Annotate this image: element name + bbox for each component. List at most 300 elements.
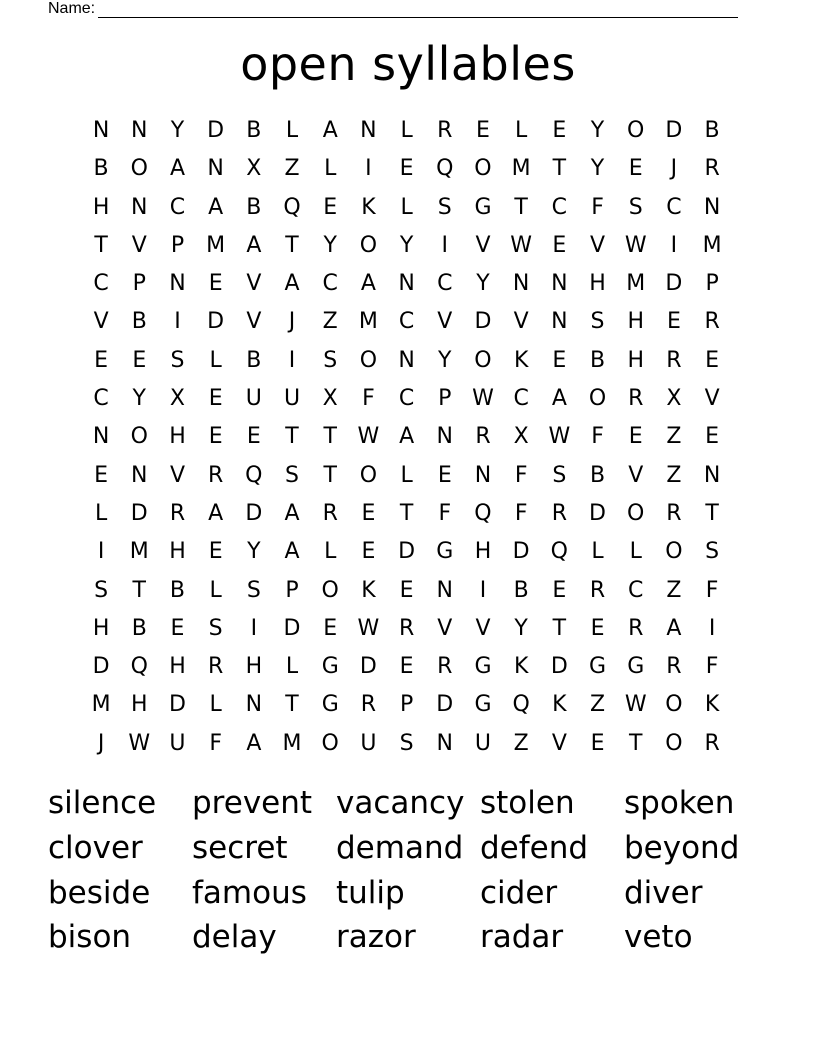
grid-cell[interactable]: K bbox=[704, 692, 720, 718]
grid-cell[interactable]: A bbox=[208, 194, 224, 220]
grid-cell[interactable]: D bbox=[245, 500, 263, 526]
grid-cell[interactable]: N bbox=[131, 462, 148, 488]
grid-cell[interactable]: H bbox=[474, 539, 492, 565]
grid-cell[interactable]: D bbox=[665, 118, 683, 143]
grid-cell[interactable]: E bbox=[628, 156, 643, 182]
grid-cell[interactable]: I bbox=[250, 615, 258, 641]
grid-cell[interactable]: B bbox=[589, 462, 606, 488]
grid-cell[interactable]: N bbox=[436, 577, 454, 603]
grid-cell[interactable]: Q bbox=[245, 462, 263, 488]
grid-cell[interactable]: S bbox=[552, 462, 567, 488]
grid-cell[interactable]: B bbox=[246, 347, 262, 373]
grid-cell[interactable]: I bbox=[708, 615, 716, 641]
grid-cell[interactable]: A bbox=[284, 500, 300, 526]
grid-cell[interactable]: O bbox=[359, 462, 378, 488]
grid-cell[interactable]: Y bbox=[132, 386, 146, 412]
grid-cell[interactable]: N bbox=[131, 194, 148, 220]
grid-cell[interactable]: T bbox=[399, 500, 414, 526]
word-bank-item: veto bbox=[624, 919, 693, 956]
grid-cell[interactable]: U bbox=[474, 730, 492, 756]
grid-cell[interactable]: T bbox=[285, 692, 299, 718]
grid-cell[interactable]: E bbox=[590, 730, 605, 756]
grid-cell[interactable]: D bbox=[398, 539, 416, 565]
grid-cell[interactable]: I bbox=[174, 309, 181, 335]
word-bank-item: diver bbox=[624, 874, 703, 911]
grid-cell[interactable]: K bbox=[361, 577, 376, 603]
grid-cell[interactable]: S bbox=[437, 194, 452, 220]
grid-cell[interactable]: M bbox=[702, 232, 722, 258]
grid-cell[interactable]: P bbox=[170, 232, 185, 258]
grid-cell[interactable]: G bbox=[589, 654, 607, 680]
grid-cell[interactable]: D bbox=[207, 309, 225, 335]
grid-cell[interactable]: E bbox=[132, 347, 147, 373]
grid-cell[interactable]: U bbox=[245, 386, 262, 412]
grid-cell[interactable]: O bbox=[130, 424, 148, 450]
grid-cell[interactable]: C bbox=[93, 386, 109, 412]
grid-cell[interactable]: O bbox=[665, 539, 683, 565]
grid-cell[interactable]: H bbox=[589, 271, 606, 297]
grid-cell[interactable]: R bbox=[169, 500, 186, 526]
grid-cell[interactable]: Q bbox=[283, 194, 301, 220]
grid-cell[interactable]: U bbox=[169, 730, 186, 756]
grid-cell[interactable]: X bbox=[666, 386, 682, 412]
grid-cell[interactable]: O bbox=[474, 347, 492, 373]
grid-cell[interactable]: R bbox=[704, 730, 720, 756]
grid-cell[interactable]: I bbox=[441, 232, 449, 258]
grid-cell[interactable]: C bbox=[437, 271, 453, 297]
grid-cell[interactable]: W bbox=[624, 692, 647, 718]
grid-cell[interactable]: Y bbox=[170, 118, 185, 143]
grid-cell[interactable]: J bbox=[288, 309, 296, 335]
grid-cell[interactable]: Z bbox=[666, 462, 682, 488]
grid-cell[interactable]: E bbox=[208, 539, 223, 565]
grid-cell[interactable]: H bbox=[92, 194, 110, 220]
grid-cell[interactable]: Y bbox=[438, 347, 452, 373]
grid-cell[interactable]: N bbox=[398, 347, 415, 373]
grid-cell[interactable]: G bbox=[474, 692, 492, 718]
grid-cell[interactable]: N bbox=[551, 309, 568, 335]
grid-cell[interactable]: T bbox=[285, 424, 299, 450]
grid-cell[interactable]: Z bbox=[284, 156, 300, 182]
grid-cell[interactable]: B bbox=[246, 118, 262, 143]
grid-cell[interactable]: R bbox=[437, 654, 453, 680]
grid-cell[interactable]: K bbox=[513, 347, 529, 373]
grid-cell[interactable]: I bbox=[365, 156, 372, 182]
grid-cell[interactable]: N bbox=[207, 156, 224, 182]
grid-cell[interactable]: D bbox=[92, 654, 110, 680]
grid-cell[interactable]: N bbox=[398, 271, 415, 297]
grid-cell[interactable]: M bbox=[358, 309, 378, 335]
grid-cell[interactable]: P bbox=[132, 271, 146, 297]
grid-cell[interactable]: V bbox=[475, 232, 491, 258]
grid-cell[interactable]: L bbox=[629, 539, 642, 565]
grid-cell[interactable]: E bbox=[94, 462, 109, 488]
grid-cell[interactable]: A bbox=[246, 730, 262, 756]
grid-cell[interactable]: E bbox=[399, 156, 414, 182]
grid-cell[interactable]: E bbox=[94, 347, 109, 373]
grid-cell[interactable]: T bbox=[552, 615, 567, 641]
grid-cell[interactable]: D bbox=[168, 692, 186, 718]
grid-cell[interactable]: A bbox=[551, 386, 567, 412]
grid-cell[interactable]: C bbox=[93, 271, 109, 297]
grid-cell[interactable]: C bbox=[551, 194, 568, 220]
grid-cell[interactable]: C bbox=[169, 194, 186, 220]
grid-cell[interactable]: H bbox=[627, 309, 644, 335]
word-bank-item: spoken bbox=[624, 785, 735, 821]
grid-cell[interactable]: S bbox=[705, 539, 720, 565]
grid-cell[interactable]: A bbox=[666, 615, 682, 641]
grid-cell[interactable]: H bbox=[169, 424, 186, 450]
grid-cell[interactable]: Y bbox=[323, 232, 337, 258]
grid-cell[interactable]: W bbox=[357, 424, 380, 450]
grid-cell[interactable]: L bbox=[285, 118, 299, 143]
grid-cell[interactable]: S bbox=[323, 347, 338, 373]
grid-cell[interactable]: R bbox=[398, 615, 415, 641]
grid-cell[interactable]: A bbox=[169, 156, 185, 182]
grid-cell[interactable]: W bbox=[357, 615, 380, 641]
grid-cell[interactable]: E bbox=[590, 615, 605, 641]
grid-cell[interactable]: P bbox=[438, 386, 452, 412]
grid-cell[interactable]: S bbox=[208, 615, 223, 641]
grid-cell[interactable]: A bbox=[322, 118, 338, 143]
name-underline[interactable] bbox=[98, 3, 738, 18]
grid-cell[interactable]: N bbox=[92, 424, 110, 450]
grid-cell[interactable]: W bbox=[128, 730, 151, 756]
grid-cell[interactable]: D bbox=[550, 654, 568, 680]
grid-cell[interactable]: O bbox=[627, 500, 645, 526]
grid-cell[interactable]: R bbox=[628, 386, 644, 412]
grid-cell[interactable]: A bbox=[284, 539, 300, 565]
grid-cell[interactable]: W bbox=[624, 232, 647, 258]
grid-cell[interactable]: N bbox=[360, 118, 377, 143]
grid-cell[interactable]: P bbox=[705, 271, 719, 297]
grid-cell[interactable]: E bbox=[476, 118, 490, 143]
grid-cell[interactable]: B bbox=[246, 194, 262, 220]
grid-cell[interactable]: R bbox=[589, 577, 606, 603]
grid-cell[interactable]: C bbox=[513, 386, 529, 412]
grid-cell[interactable]: V bbox=[590, 232, 606, 258]
grid-cell[interactable]: E bbox=[552, 118, 567, 143]
grid-cell[interactable]: E bbox=[705, 347, 720, 373]
grid-cell[interactable]: M bbox=[511, 156, 531, 182]
grid-cell[interactable]: C bbox=[666, 194, 682, 220]
grid-cell[interactable]: R bbox=[437, 118, 453, 143]
grid-cell[interactable]: L bbox=[209, 692, 222, 718]
grid-cell[interactable]: E bbox=[399, 577, 414, 603]
grid-cell[interactable]: N bbox=[512, 271, 530, 297]
grid-cell[interactable]: N bbox=[92, 118, 110, 143]
grid-cell[interactable]: O bbox=[588, 386, 607, 412]
grid-cell[interactable]: Y bbox=[514, 615, 528, 641]
grid-cell[interactable]: A bbox=[360, 271, 376, 297]
grid-cell[interactable]: A bbox=[246, 232, 262, 258]
word-bank-item: demand bbox=[336, 829, 464, 866]
grid-cell[interactable]: K bbox=[552, 692, 567, 718]
grid-cell[interactable]: L bbox=[400, 118, 413, 143]
grid-cell[interactable]: I bbox=[97, 539, 105, 565]
grid-cell[interactable]: A bbox=[208, 500, 224, 526]
grid-cell[interactable]: T bbox=[132, 577, 146, 603]
grid-cell[interactable]: Q bbox=[436, 156, 454, 182]
grid-cell[interactable]: D bbox=[207, 118, 225, 143]
grid-cell[interactable]: S bbox=[590, 309, 605, 335]
grid-cell[interactable]: T bbox=[628, 730, 643, 756]
grid-cell[interactable]: D bbox=[130, 500, 148, 526]
grid-cell[interactable]: T bbox=[514, 194, 528, 220]
grid-cell[interactable]: H bbox=[131, 692, 148, 718]
grid-cell[interactable]: D bbox=[512, 539, 530, 565]
grid-cell[interactable]: D bbox=[359, 654, 377, 680]
grid-cell[interactable]: G bbox=[474, 194, 492, 220]
grid-cell[interactable]: L bbox=[591, 539, 604, 565]
grid-cell[interactable]: T bbox=[323, 462, 337, 488]
grid-cell[interactable]: R bbox=[704, 156, 720, 182]
grid-cell[interactable]: V bbox=[246, 271, 262, 297]
grid-cell[interactable]: K bbox=[513, 654, 529, 680]
grid-cell[interactable]: S bbox=[285, 462, 300, 488]
grid-cell[interactable]: Z bbox=[666, 424, 682, 450]
grid-cell[interactable]: I bbox=[479, 577, 487, 603]
grid-cell[interactable]: V bbox=[93, 309, 109, 335]
grid-cell[interactable]: E bbox=[705, 424, 720, 450]
word-bank-item: clover bbox=[48, 829, 143, 866]
grid-cell[interactable]: F bbox=[705, 654, 719, 680]
grid-cell[interactable]: N bbox=[436, 424, 454, 450]
grid-cell[interactable]: V bbox=[475, 615, 491, 641]
grid-cell[interactable]: E bbox=[170, 615, 185, 641]
grid-cell[interactable]: G bbox=[436, 539, 454, 565]
grid-cell[interactable]: V bbox=[513, 309, 529, 335]
grid-cell[interactable]: P bbox=[399, 692, 414, 718]
grid-cell[interactable]: S bbox=[170, 347, 185, 373]
grid-cell[interactable]: X bbox=[246, 156, 262, 182]
grid-cell[interactable]: Y bbox=[399, 232, 414, 258]
grid-cell[interactable]: R bbox=[704, 309, 720, 335]
grid-cell[interactable]: E bbox=[361, 500, 376, 526]
grid-cell[interactable]: I bbox=[670, 232, 678, 258]
grid-cell[interactable]: O bbox=[474, 156, 492, 182]
grid-cell[interactable]: W bbox=[472, 386, 494, 412]
grid-cell[interactable]: R bbox=[360, 692, 377, 718]
grid-cell[interactable]: V bbox=[551, 730, 567, 756]
grid-cell[interactable]: C bbox=[398, 309, 415, 335]
grid-cell[interactable]: Z bbox=[589, 692, 606, 718]
grid-cell[interactable]: R bbox=[551, 500, 567, 526]
grid-cell[interactable]: L bbox=[94, 500, 108, 526]
grid-cell[interactable]: E bbox=[208, 271, 223, 297]
grid-cell[interactable]: H bbox=[92, 615, 110, 641]
grid-cell[interactable]: K bbox=[361, 194, 376, 220]
grid-cell[interactable]: X bbox=[513, 424, 529, 450]
grid-cell[interactable]: J bbox=[670, 156, 678, 182]
grid-cell[interactable]: G bbox=[627, 654, 645, 680]
grid-cell[interactable]: E bbox=[208, 424, 223, 450]
grid-cell[interactable]: N bbox=[703, 462, 721, 488]
grid-cell[interactable]: R bbox=[666, 347, 682, 373]
grid-cell[interactable]: E bbox=[361, 539, 376, 565]
grid-cell[interactable]: R bbox=[208, 462, 224, 488]
grid-cell[interactable]: Q bbox=[512, 692, 530, 718]
grid-cell[interactable]: F bbox=[514, 500, 528, 526]
name-field[interactable] bbox=[48, 0, 738, 18]
grid-cell[interactable]: Y bbox=[476, 271, 490, 297]
grid-cell[interactable]: F bbox=[209, 730, 222, 756]
grid-cell[interactable]: L bbox=[209, 577, 222, 603]
grid-cell[interactable]: N bbox=[703, 194, 721, 220]
grid-cell[interactable]: W bbox=[510, 232, 533, 258]
grid-cell[interactable]: E bbox=[323, 615, 338, 641]
grid-cell[interactable]: H bbox=[169, 539, 186, 565]
grid-cell[interactable]: E bbox=[323, 194, 338, 220]
grid-cell[interactable]: D bbox=[283, 615, 301, 641]
grid-cell[interactable]: G bbox=[474, 654, 492, 680]
grid-cell[interactable]: C bbox=[628, 577, 644, 603]
word-bank-item: beyond bbox=[624, 829, 740, 866]
grid-cell[interactable]: L bbox=[324, 539, 337, 565]
grid-cell[interactable]: G bbox=[321, 692, 339, 718]
grid-cell[interactable]: S bbox=[628, 194, 643, 220]
grid-cell[interactable]: N bbox=[551, 271, 568, 297]
grid-cell[interactable]: U bbox=[283, 386, 301, 412]
grid-cell[interactable]: D bbox=[589, 500, 606, 526]
grid-cell[interactable]: H bbox=[627, 347, 644, 373]
grid-cell[interactable]: P bbox=[285, 577, 299, 603]
grid-cell[interactable]: B bbox=[93, 156, 109, 182]
grid-cell[interactable]: B bbox=[169, 577, 186, 603]
grid-cell[interactable]: E bbox=[552, 577, 567, 603]
grid-cell[interactable]: A bbox=[284, 271, 300, 297]
grid-cell[interactable]: T bbox=[285, 232, 299, 258]
grid-cell[interactable]: O bbox=[130, 156, 148, 182]
grid-cell[interactable]: F bbox=[591, 194, 604, 220]
grid-cell[interactable]: T bbox=[323, 424, 337, 450]
word-bank-item: vacancy bbox=[336, 785, 465, 821]
grid-cell[interactable]: R bbox=[666, 500, 682, 526]
grid-cell[interactable]: L bbox=[515, 118, 528, 143]
grid-cell[interactable]: O bbox=[665, 730, 683, 756]
grid-cell[interactable]: W bbox=[548, 424, 571, 450]
grid-cell[interactable]: M bbox=[129, 539, 149, 565]
grid-cell[interactable]: T bbox=[94, 232, 108, 258]
grid-cell[interactable]: O bbox=[627, 118, 645, 143]
grid-cell[interactable]: E bbox=[552, 232, 567, 258]
grid-cell[interactable]: N bbox=[474, 462, 492, 488]
grid-cell[interactable]: D bbox=[474, 309, 492, 335]
grid-cell[interactable]: O bbox=[359, 232, 378, 258]
grid-cell[interactable]: U bbox=[360, 730, 377, 756]
grid-cell[interactable]: O bbox=[665, 692, 683, 718]
grid-cell[interactable]: B bbox=[513, 577, 529, 603]
grid-cell[interactable]: R bbox=[666, 654, 682, 680]
grid-cell[interactable]: M bbox=[206, 232, 226, 258]
grid-cell[interactable]: E bbox=[208, 386, 223, 412]
grid-cell[interactable]: R bbox=[475, 424, 491, 450]
grid-cell[interactable]: E bbox=[437, 462, 452, 488]
grid-cell[interactable]: Q bbox=[130, 654, 148, 680]
grid-cell[interactable]: F bbox=[705, 577, 719, 603]
grid-cell[interactable]: D bbox=[665, 271, 683, 297]
grid-cell[interactable]: L bbox=[285, 654, 299, 680]
grid-cell[interactable]: E bbox=[246, 424, 261, 450]
grid-cell[interactable]: E bbox=[399, 654, 414, 680]
grid-cell[interactable]: S bbox=[94, 577, 109, 603]
grid-cell[interactable]: T bbox=[705, 500, 719, 526]
grid-cell[interactable]: S bbox=[399, 730, 414, 756]
grid-cell[interactable]: Y bbox=[590, 156, 605, 182]
grid-cell[interactable]: Q bbox=[474, 500, 492, 526]
grid-cell[interactable]: R bbox=[322, 500, 338, 526]
grid-cell[interactable]: E bbox=[628, 424, 643, 450]
grid-cell[interactable]: Z bbox=[322, 309, 338, 335]
grid-cell[interactable]: V bbox=[131, 232, 147, 258]
grid-cell[interactable]: Q bbox=[550, 539, 568, 565]
grid-cell[interactable]: Y bbox=[590, 118, 605, 143]
grid-cell[interactable]: J bbox=[97, 730, 105, 756]
grid-cell[interactable]: R bbox=[208, 654, 224, 680]
grid-cell[interactable]: L bbox=[209, 347, 222, 373]
grid-cell[interactable]: F bbox=[591, 424, 604, 450]
grid-cell[interactable]: N bbox=[131, 118, 148, 143]
grid-cell[interactable]: N bbox=[169, 271, 186, 297]
grid-cell[interactable]: O bbox=[321, 577, 339, 603]
grid-cell[interactable]: M bbox=[91, 692, 111, 718]
grid-cell[interactable]: N bbox=[436, 730, 454, 756]
grid-cell[interactable]: B bbox=[589, 347, 606, 373]
grid-cell[interactable]: B bbox=[704, 118, 720, 143]
grid-cell[interactable]: O bbox=[359, 347, 378, 373]
grid-cell[interactable]: Z bbox=[666, 577, 682, 603]
grid-cell[interactable]: Z bbox=[513, 730, 529, 756]
grid-cell[interactable]: M bbox=[282, 730, 302, 756]
grid-cell[interactable]: F bbox=[438, 500, 452, 526]
grid-cell[interactable]: Y bbox=[247, 539, 261, 565]
grid-cell[interactable]: T bbox=[552, 156, 567, 182]
grid-cell[interactable]: E bbox=[552, 347, 567, 373]
grid-cell[interactable]: S bbox=[246, 577, 261, 603]
grid-cell[interactable]: H bbox=[245, 654, 263, 680]
grid-cell[interactable]: A bbox=[399, 424, 415, 450]
grid-cell[interactable]: G bbox=[321, 654, 339, 680]
grid-cell[interactable]: X bbox=[322, 386, 338, 412]
grid-cell[interactable]: C bbox=[398, 386, 415, 412]
grid-cell[interactable]: B bbox=[131, 615, 147, 641]
grid-cell[interactable]: L bbox=[324, 156, 337, 182]
grid-cell[interactable]: F bbox=[514, 462, 528, 488]
grid-cell[interactable]: H bbox=[169, 654, 186, 680]
grid-cell[interactable]: F bbox=[362, 386, 375, 412]
grid-cell[interactable]: B bbox=[131, 309, 147, 335]
grid-cell[interactable]: V bbox=[437, 309, 453, 335]
grid-cell[interactable]: V bbox=[437, 615, 453, 641]
word-bank-item: prevent bbox=[192, 785, 313, 821]
grid-cell[interactable]: R bbox=[628, 615, 644, 641]
grid-cell[interactable]: I bbox=[288, 347, 296, 373]
grid-cell[interactable]: V bbox=[704, 386, 720, 412]
grid-cell[interactable]: N bbox=[245, 692, 263, 718]
grid-cell[interactable]: L bbox=[400, 194, 413, 220]
grid-cell[interactable]: V bbox=[169, 462, 185, 488]
grid-cell[interactable]: V bbox=[246, 309, 262, 335]
grid-cell[interactable]: M bbox=[626, 271, 646, 297]
word-bank-item: beside bbox=[48, 874, 151, 911]
grid-cell[interactable]: C bbox=[322, 271, 338, 297]
grid-cell[interactable]: E bbox=[666, 309, 681, 335]
grid-cell[interactable]: O bbox=[321, 730, 339, 756]
grid-cell[interactable]: L bbox=[400, 462, 413, 488]
grid-cell[interactable]: D bbox=[436, 692, 454, 718]
grid-cell[interactable]: X bbox=[169, 386, 185, 412]
grid-cell[interactable]: V bbox=[628, 462, 644, 488]
